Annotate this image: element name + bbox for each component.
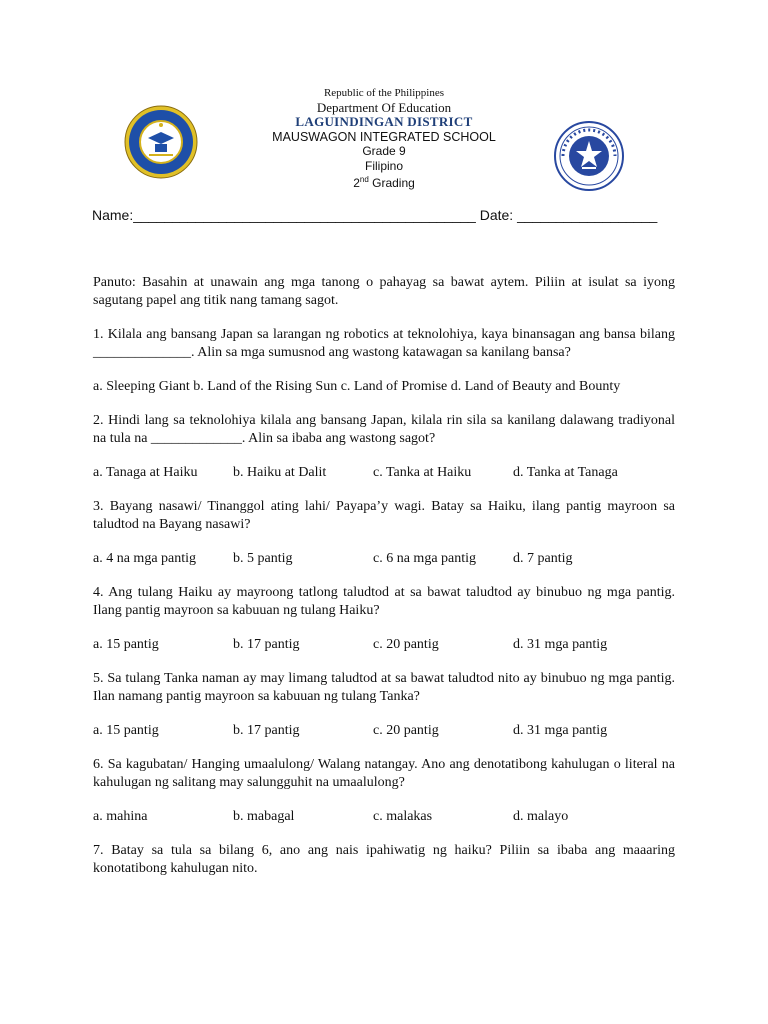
choice-b: b. 17 pantig <box>233 723 300 738</box>
school-line: MAUSWAGON INTEGRATED SCHOOL <box>272 129 496 144</box>
choice-a: a. mahina <box>93 809 148 824</box>
choice-b: b. 5 pantig <box>233 551 293 566</box>
question-4: 4. Ang tulang Haiku ay mayroong tatlong taludtod at sa bawat taludtod ay binubuo ng mga pantig. Ilang pantig mayroon sa kabuuan ng tulang Haiku? <box>93 585 675 618</box>
question-2: 2. Hindi lang sa teknolohiya kilala ang bansang Japan, kilala rin sila sa kanilang dalawang tradiyonal na tula na _____________. Alin sa ibaba ang wastong sagot? <box>93 413 675 446</box>
date-label: Date: <box>479 207 514 223</box>
quarter-line: 2nd Grading <box>353 175 415 190</box>
choice-a: a. 15 pantig <box>93 637 159 652</box>
question-1: 1. Kilala ang bansang Japan sa larangan ng robotics at teknolohiya, kaya binansagan ang bansa bilang ______________. Alin sa mga sumusnod ang wastong katawagan sa kanilang bansa? <box>93 327 675 360</box>
question-5-choices <box>93 722 675 740</box>
question-7: 7. Batay sa tula sa bilang 6, ano ang nais ipahiwatig ng haiku? Piliin sa ibaba ang maaaring konotatibong kahulugan nito. <box>93 843 675 876</box>
question-3: 3. Bayang nasawi/ Tinanggol ating lahi/ Payapa’y wagi. Batay sa Haiku, ilang pantig mayroon sa taludtod na Bayang nasawi? <box>93 499 675 532</box>
question-6-choices <box>93 808 675 826</box>
document-header <box>0 86 768 191</box>
question-1-choices: a. Sleeping Giant b. Land of the Rising Sun c. Land of Promise d. Land of Beauty and Bounty <box>93 379 621 394</box>
question-5: 5. Sa tulang Tanka naman ay may limang taludtod at sa bawat taludtod nito ay binubuo ng mga pantig. Ilan namang pantig mayroon sa kabuuan ng tulang Tanka? <box>93 671 675 704</box>
choice-a: a. 4 na mga pantig <box>93 551 197 566</box>
district-line: LAGUINDINGAN DISTRICT <box>295 114 473 129</box>
questions-content <box>93 274 675 894</box>
choice-d: d. 7 pantig <box>513 551 573 566</box>
grade-line: Grade 9 <box>362 144 406 158</box>
question-4-choices <box>93 636 675 654</box>
name-blank[interactable]: ____________________________________________ <box>133 207 476 223</box>
choice-d: d. Tanka at Tanaga <box>513 465 618 480</box>
choice-d: d. 31 mga pantig <box>513 637 608 652</box>
department-line: Department Of Education <box>316 99 452 115</box>
choice-d: d. 31 mga pantig <box>513 723 608 738</box>
choice-c: c. 6 na mga pantig <box>373 551 477 566</box>
choice-c: c. 20 pantig <box>373 723 439 738</box>
choice-b: b. 17 pantig <box>233 637 300 652</box>
question-2-choices <box>93 464 675 482</box>
choice-a: a. 15 pantig <box>93 723 159 738</box>
question-3-choices <box>93 550 675 568</box>
republic-line: Republic of the Philippines <box>323 87 445 99</box>
choice-c: c. 20 pantig <box>373 637 439 652</box>
date-blank[interactable]: __________________ <box>517 207 658 223</box>
name-date-row <box>92 207 692 223</box>
choice-c: c. Tanka at Haiku <box>373 465 472 480</box>
choice-c: c. malakas <box>373 809 433 824</box>
instructions: Panuto: Basahin at unawain ang mga tanong o pahayag sa bawat aytem. Piliin at isulat sa iyong sagutang papel ang titik nang tamang sagot. <box>93 275 675 308</box>
choice-b: b. Haiku at Dalit <box>233 465 327 480</box>
question-6: 6. Sa kagubatan/ Hanging umaalulong/ Walang natangay. Ano ang denotatibong kahulugan o literal na kahulugan ng salitang may salungguhit na umaalulong? <box>93 757 675 790</box>
choice-b: b. mabagal <box>233 809 295 824</box>
subject-line: Filipino <box>364 158 403 173</box>
choice-d: d. malayo <box>513 809 569 824</box>
name-label: Name: <box>92 207 134 223</box>
choice-a: a. Tanaga at Haiku <box>93 465 198 480</box>
